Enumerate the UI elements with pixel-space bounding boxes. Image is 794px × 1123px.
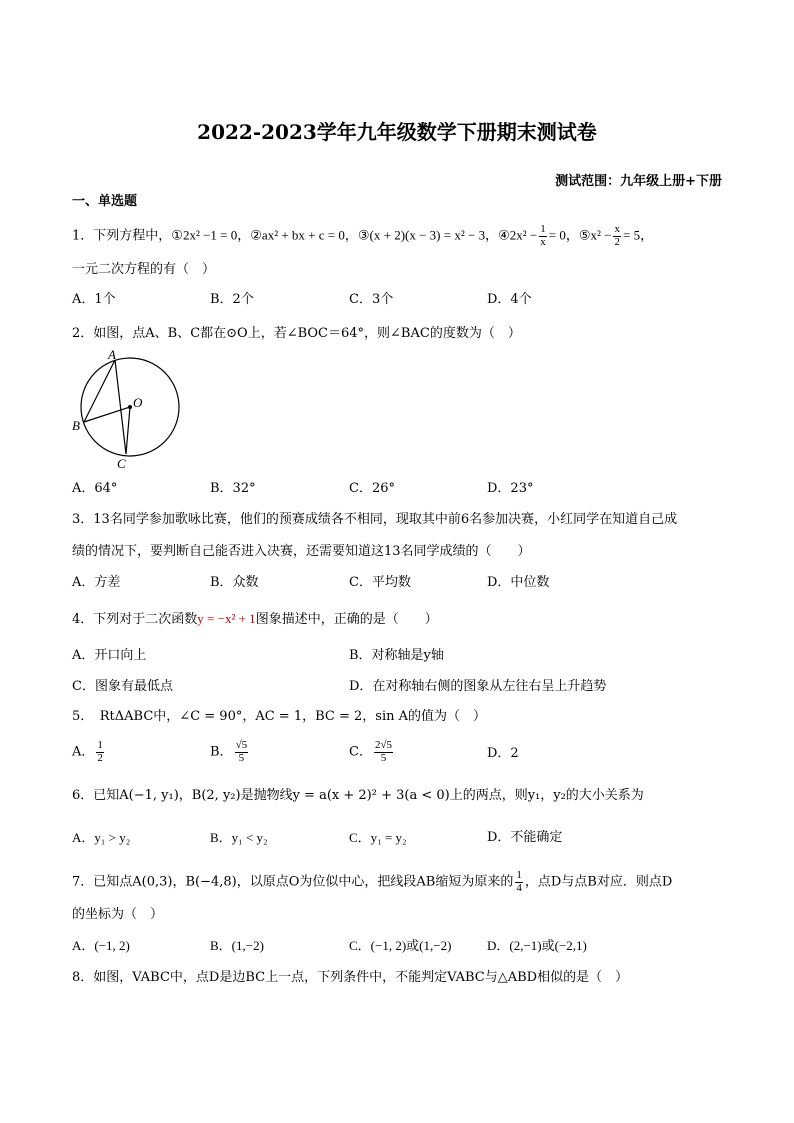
q7-line2: 的坐标为（ ） xyxy=(72,907,164,922)
q1-eq4-denominator: x xyxy=(540,235,546,248)
q4-stem-a: 4．下列对于二次函数 xyxy=(72,612,198,627)
q1-prefix: 1．下列方程中， xyxy=(72,228,172,244)
q1-eq3-number: ③ xyxy=(357,227,370,243)
q3-option-b[interactable]: B．众数 xyxy=(210,575,259,590)
q1-eq5-denominator: 2 xyxy=(614,235,620,248)
q2-option-b[interactable]: B．32° xyxy=(210,481,256,496)
q7-option-b[interactable]: B．(1,−2) xyxy=(210,938,264,953)
q6-option-a[interactable]: A．y₁ > y₂ xyxy=(72,830,131,845)
q5-option-a[interactable] xyxy=(72,740,106,764)
q1-eq4-numerator: 1 xyxy=(540,223,546,235)
q5-option-d[interactable]: D．2 xyxy=(487,746,519,761)
q1-sep: ， xyxy=(565,228,579,244)
q6-option-c[interactable]: C．y₁ = y₂ xyxy=(349,830,407,845)
q3-option-d[interactable]: D．中位数 xyxy=(487,575,550,590)
section-heading: 一、单选题 xyxy=(72,194,138,209)
q7-fraction xyxy=(515,870,523,894)
q6-stem: 6．已知A(−1, y₁)，B(2, y₂)是抛物线y = a(x + 2)² + 3(a < 0)上的两点，则y₁，y₂的大小关系为 xyxy=(72,788,644,803)
chord-ac xyxy=(115,360,126,454)
q1-sep: ， xyxy=(485,228,499,244)
q1-eq4-left: 2x² − xyxy=(509,227,538,243)
q2-option-c[interactable]: C．26° xyxy=(349,481,395,496)
label-c: C xyxy=(117,456,126,471)
q7-stem-a: 7．已知点A(0,3)，B(−4,8)，以原点O为位似中心，把线段AB缩短为原来的 xyxy=(72,874,514,890)
numerator: 2√5 xyxy=(374,739,392,751)
q1-eq1-number: ① xyxy=(171,227,183,243)
q5-option-b-label: B． xyxy=(210,744,233,760)
q5-stem: 5． RtΔABC中，∠C = 90°，AC = 1，BC = 2，sin A的值为（ ） xyxy=(72,709,486,724)
center-point xyxy=(128,405,132,409)
label-b: B xyxy=(72,418,80,433)
q1-option-b[interactable]: B．2个 xyxy=(210,292,254,307)
q1-option-d[interactable]: D．4个 xyxy=(487,292,532,307)
q4-option-d[interactable]: D．在对称轴右侧的图象从左往右呈上升趋势 xyxy=(349,679,607,694)
q1-sep: ， xyxy=(344,228,358,244)
denominator: 2 xyxy=(97,751,103,764)
q5-option-b[interactable] xyxy=(210,740,250,764)
label-o: O xyxy=(133,395,143,410)
q1-sep: ， xyxy=(640,228,654,244)
question-4 xyxy=(72,612,438,626)
q3-option-a[interactable]: A．方差 xyxy=(72,575,121,590)
numerator: 1 xyxy=(97,739,103,751)
q1-line2: 一元二次方程的有（ ） xyxy=(72,262,216,277)
q5-option-a-fraction xyxy=(96,740,104,764)
q1-option-c[interactable]: C．3个 xyxy=(349,292,394,307)
numerator: √5 xyxy=(235,739,248,751)
q4-option-a[interactable]: A．开口向上 xyxy=(72,648,147,663)
q1-option-a[interactable]: A．1个 xyxy=(72,292,116,307)
q1-sep: ， xyxy=(237,228,251,244)
q4-function: y = −x² + 1 xyxy=(197,611,256,626)
q7-option-c[interactable]: C．(−1, 2)或(1,−2) xyxy=(349,938,452,953)
q3-option-c[interactable]: C．平均数 xyxy=(349,575,411,590)
q1-eq5-numerator: x xyxy=(614,223,620,235)
q3-line1: 3．13名同学参加歌咏比赛，他们的预赛成绩各不相同，现取其中前6名参加决赛，小红同学在知道自己成 xyxy=(72,512,678,527)
denominator: 5 xyxy=(380,751,387,764)
q5-option-c-fraction xyxy=(374,740,393,764)
q1-eq4-right: = 0 xyxy=(548,227,566,243)
q7-stem-b: ，点D与点B对应．则点D xyxy=(524,874,673,890)
q2-option-d[interactable]: D．23° xyxy=(487,481,534,496)
q5-option-a-label: A． xyxy=(72,744,95,760)
q5-option-c[interactable] xyxy=(349,740,395,764)
q1-eq5-left: x² − xyxy=(590,227,612,243)
q5-option-b-fraction xyxy=(235,740,249,764)
label-a: A xyxy=(108,347,116,362)
test-scope: 测试范围：九年级上册+下册 xyxy=(555,174,722,189)
q1-eq5-fraction xyxy=(613,224,621,248)
q4-option-c[interactable]: C．图象有最低点 xyxy=(72,679,173,694)
q1-eq2-number: ② xyxy=(250,227,262,243)
q7-denominator: 4 xyxy=(516,881,522,894)
page-title: 2022-2023学年九年级数学下册期末测试卷 xyxy=(197,120,597,144)
q8-stem: 8．如图，VABC中，点D是边BC上一点，下列条件中，不能判定VABC与△ABD相似的是（ ） xyxy=(72,970,629,985)
q1-eq4-fraction xyxy=(539,224,547,248)
question-1 xyxy=(72,224,653,248)
radius-oc xyxy=(126,407,130,454)
q3-line2: 绩的情况下，要判断自己能否进入决赛，还需要知道这13名同学成绩的（ ） xyxy=(72,544,531,559)
q4-stem-b: 图象描述中，正确的是（ ） xyxy=(255,612,438,627)
q2-stem: 2．如图，点A、B、C都在⊙O上，若∠BOC＝64°，则∠BAC的度数为（ ） xyxy=(72,326,521,341)
q1-eq5-right: = 5 xyxy=(622,227,641,243)
q5-option-c-label: C． xyxy=(349,744,372,760)
q6-option-b[interactable]: B．y₁ < y₂ xyxy=(210,830,268,845)
q7-option-d[interactable]: D．(2,−1)或(−2,1) xyxy=(487,938,587,953)
q2-option-a[interactable]: A．64° xyxy=(72,481,118,496)
q6-option-d[interactable]: D．不能确定 xyxy=(487,830,563,845)
q1-eq3: (x + 2)(x − 3) = x² − 3 xyxy=(369,227,486,243)
q1-eq4-number: ④ xyxy=(498,227,510,243)
question-7 xyxy=(72,870,672,894)
circle-figure xyxy=(68,346,188,474)
q4-option-b[interactable]: B．对称轴是y轴 xyxy=(349,648,444,663)
q1-eq5-number: ⑤ xyxy=(578,227,591,243)
q1-eq2: ax² + bx + c = 0 xyxy=(261,227,345,243)
q7-option-a[interactable]: A．(−1, 2) xyxy=(72,938,130,953)
denominator: 5 xyxy=(238,751,245,764)
q7-numerator: 1 xyxy=(516,869,522,881)
q1-eq1: 2x² −1 = 0 xyxy=(182,227,238,243)
